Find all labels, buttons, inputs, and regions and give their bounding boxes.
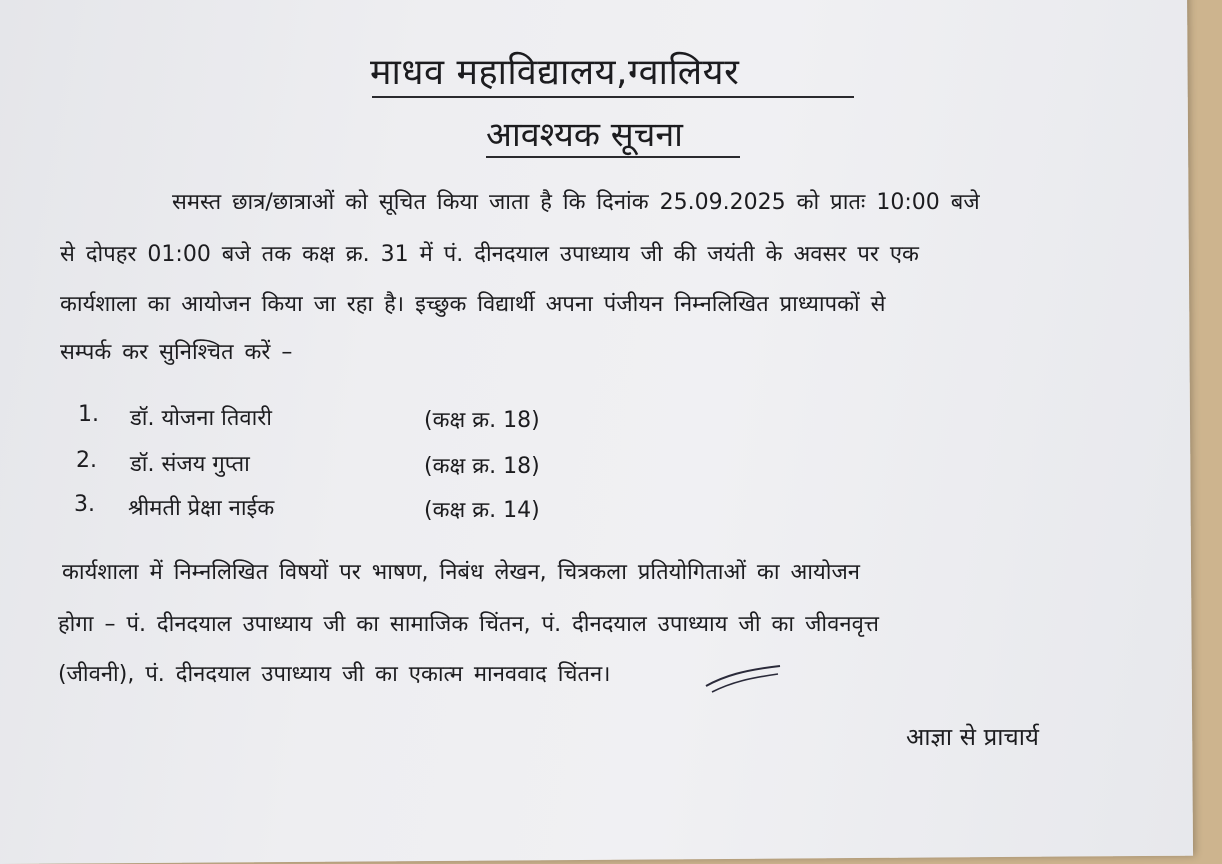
body-line-3: कार्यशाला का आयोजन किया जा रहा है। इच्छुक विद्यार्थी अपना पंजीयन निम्नलिखित प्राध्यापकों से (60, 292, 886, 317)
professor-name: डॉ. संजय गुप्ता (130, 452, 250, 477)
body-line-2: से दोपहर 01:00 बजे तक कक्ष क्र. 31 में पं. दीनदयाल उपाध्याय जी की जयंती के अवसर पर एक (60, 242, 919, 267)
topics-line-2: होगा – पं. दीनदयाल उपाध्याय जी का सामाजिक चिंतन, पं. दीनदयाल उपाध्याय जी का जीवनवृत्त (58, 612, 880, 637)
body-line-1: समस्त छात्र/छात्राओं को सूचित किया जाता है कि दिनांक 25.09.2025 को प्रातः 10:00 बजे (172, 190, 980, 215)
list-item-number: 3. (74, 492, 95, 517)
subtitle-underline (486, 156, 740, 158)
list-item-number: 2. (76, 448, 97, 473)
list-item-number: 1. (78, 402, 99, 427)
college-title: माधव महाविद्यालय,ग्वालियर (370, 52, 740, 93)
professor-name: डॉ. योजना तिवारी (130, 406, 273, 431)
title-underline (372, 96, 854, 98)
professor-room: (कक्ष क्र. 18) (424, 408, 540, 433)
notice-subtitle: आवश्यक सूचना (486, 115, 683, 155)
pen-strike-mark (704, 658, 784, 698)
body-line-4: सम्पर्क कर सुनिश्चित करें – (60, 340, 293, 365)
topics-line-3: (जीवनी), पं. दीनदयाल उपाध्याय जी का एकात्म मानववाद चिंतन। (58, 662, 611, 687)
topics-line-1: कार्यशाला में निम्नलिखित विषयों पर भाषण, निबंध लेखन, चित्रकला प्रतियोगिताओं का आयोजन (62, 560, 860, 585)
professor-name: श्रीमती प्रेक्षा नाईक (128, 496, 275, 521)
professor-room: (कक्ष क्र. 18) (424, 454, 540, 479)
principal-signature-line: आज्ञा से प्राचार्य (906, 723, 1039, 751)
professor-room: (कक्ष क्र. 14) (424, 498, 540, 523)
